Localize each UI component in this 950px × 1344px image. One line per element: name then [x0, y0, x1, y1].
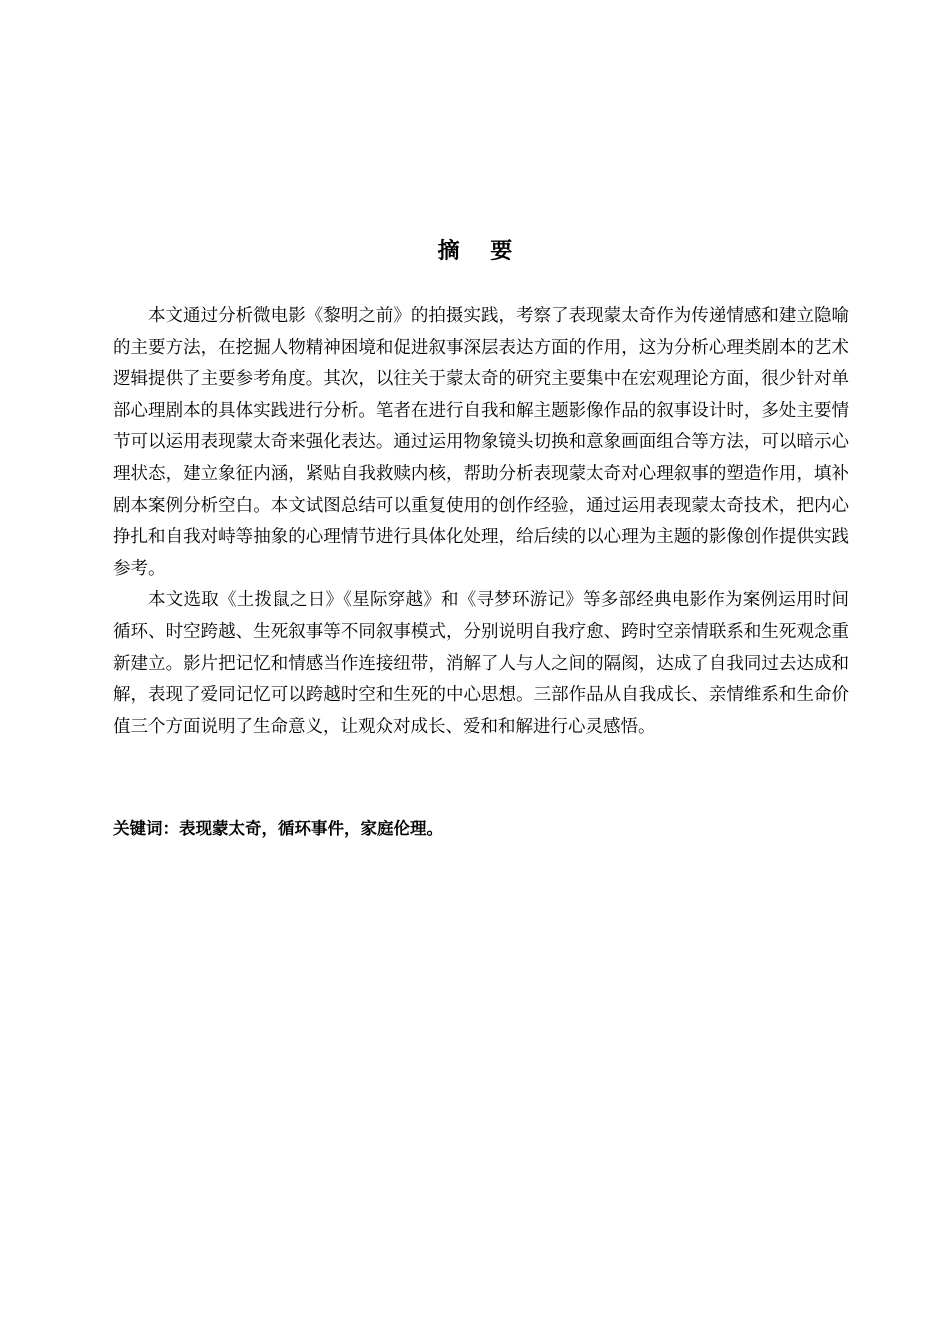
abstract-body — [113, 301, 849, 743]
abstract-paragraph-2: 本文选取《土拨鼠之日》《星际穿越》和《寻梦环游记》等多部经典电影作为案例运用时间循环、时空跨越、生死叙事等不同叙事模式，分别说明自我疗愈、跨时空亲情联系和生死观念重新建立。影片把记忆和情感当作连接纽带，消解了人与人之间的隔阂，达成了自我同过去达成和解，表现了爱同记忆可以跨越时空和生死的中心思想。三部作品从自我成长、亲情维系和生命价值三个方面说明了生命意义，让观众对成长、爱和和解进行心灵感悟。 — [113, 590, 849, 737]
keywords-line: 关键词：表现蒙太奇，循环事件，家庭伦理。 — [113, 819, 443, 838]
abstract-paragraph-1: 本文通过分析微电影《黎明之前》的拍摄实践，考察了表现蒙太奇作为传递情感和建立隐喻的主要方法，在挖掘人物精神困境和促进叙事深层表达方面的作用，这为分析心理类剧本的艺术逻辑提供了主要参考角度。其次，以往关于蒙太奇的研究主要集中在宏观理论方面，很少针对单部心理剧本的具体实践进行分析。笔者在进行自我和解主题影像作品的叙事设计时，多处主要情节可以运用表现蒙太奇来强化表达。通过运用物象镜头切换和意象画面组合等方法，可以暗示心理状态，建立象征内涵，紧贴自我救赎内核，帮助分析表现蒙太奇对心理叙事的塑造作用，填补剧本案例分析空白。本文试图总结可以重复使用的创作经验，通过运用表现蒙太奇技术，把内心挣扎和自我对峙等抽象的心理情节进行具体化处理，给后续的以心理为主题的影像创作提供实践参考。 — [113, 306, 849, 579]
abstract-title: 摘 要 — [437, 239, 513, 264]
